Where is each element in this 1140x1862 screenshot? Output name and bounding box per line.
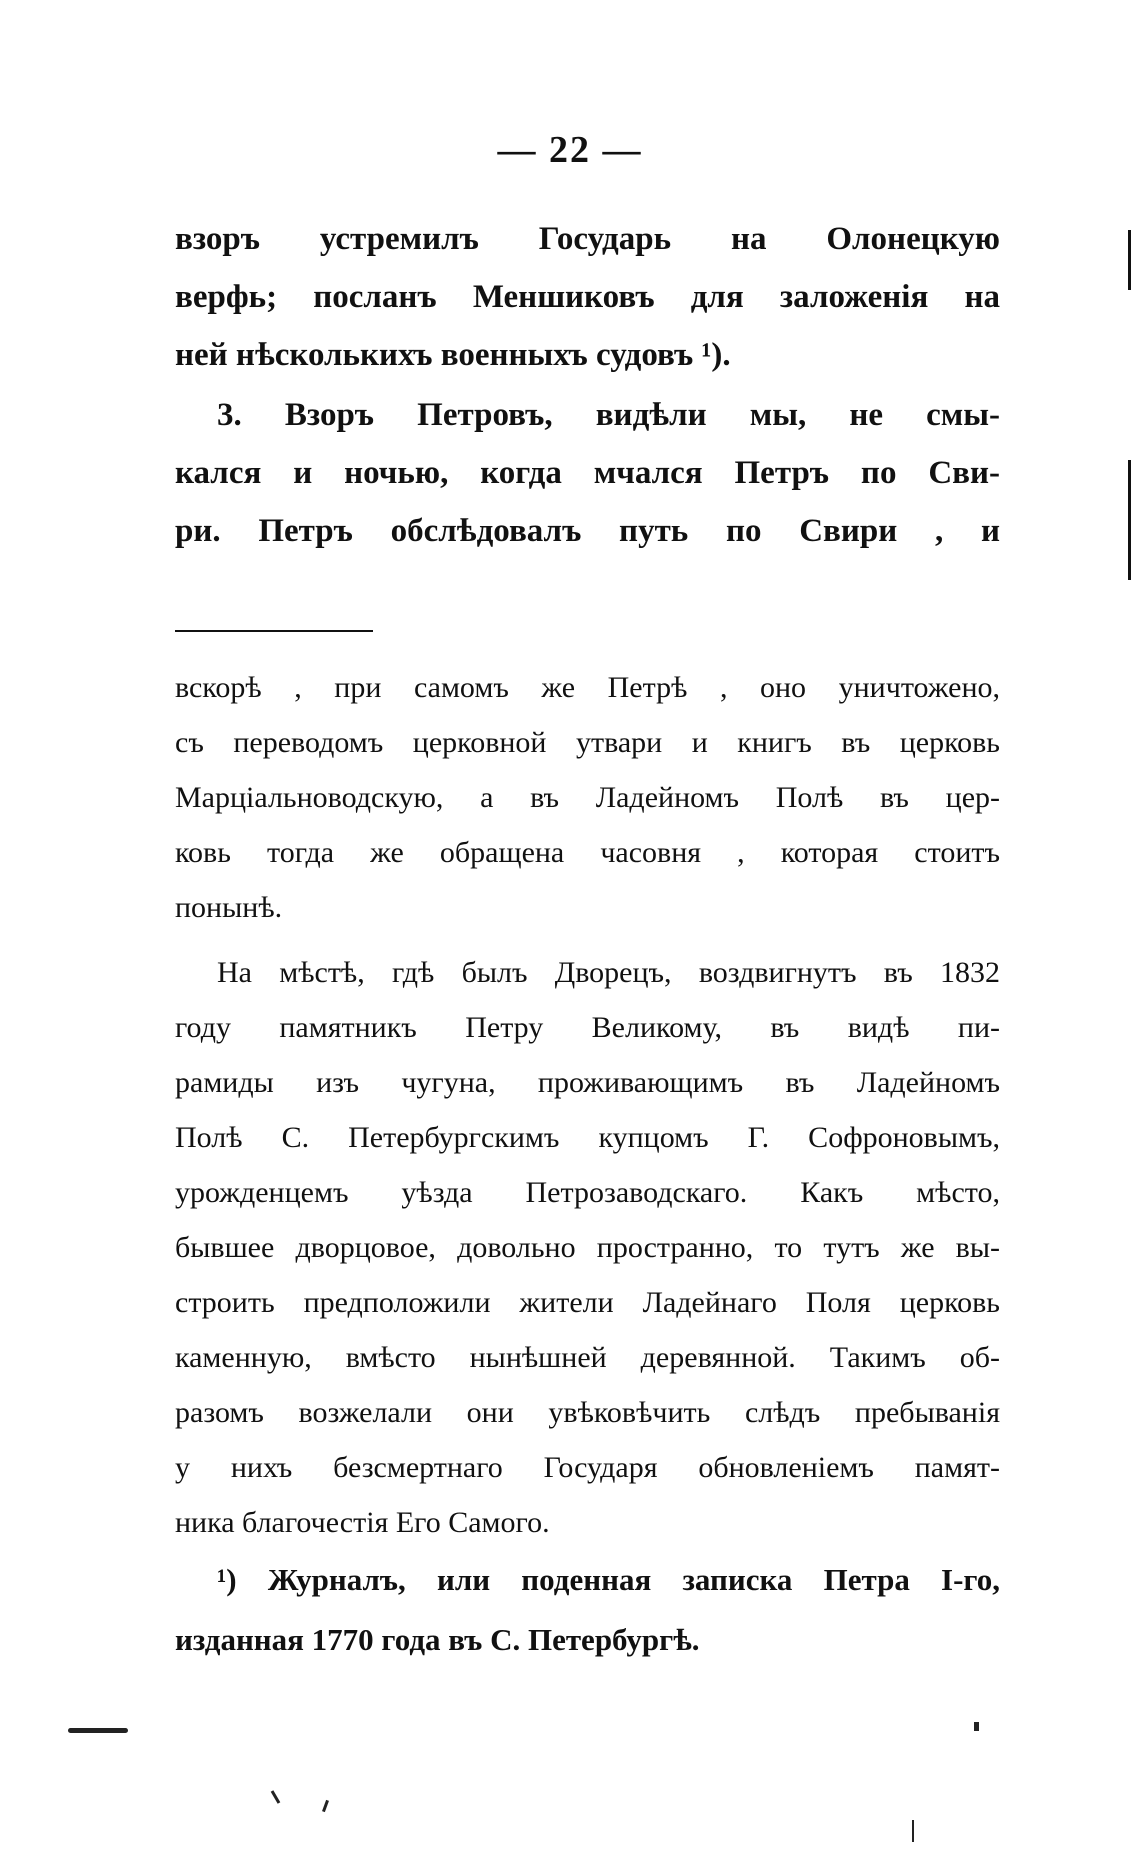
text-line: съ переводомъ церковной утвари и книгъ въ церковь — [175, 726, 1000, 759]
text-line: На мѣстѣ, гдѣ былъ Дворецъ, воздвигнутъ въ 1832 — [217, 956, 1000, 989]
main-text — [175, 210, 1000, 560]
text-line: у нихъ безсмертнаго Государя обновленіемъ памят- — [175, 1451, 1000, 1484]
scan-speck — [912, 1820, 914, 1842]
footnote-line: изданная 1770 года въ С. Петербургѣ. — [175, 1622, 700, 1657]
scan-speck — [271, 1790, 281, 1804]
text-line: верфь; посланъ Меншиковъ для заложенія на — [175, 279, 1000, 315]
text-line: ника благочестія Его Самого. — [175, 1506, 550, 1539]
text-line: ковь тогда же обращена часовня , которая стоитъ — [175, 836, 1000, 869]
text-line: 3. Взоръ Петровъ, видѣли мы, не смы- — [217, 397, 1000, 433]
footnote — [175, 1550, 1000, 1670]
scan-speck — [322, 1800, 329, 1812]
scan-margin-mark — [1128, 460, 1131, 580]
text-line: бывшее дворцовое, довольно пространно, то тутъ же вы- — [175, 1231, 1000, 1264]
text-line: понынѣ. — [175, 891, 283, 924]
footnote-line: ¹) Журналъ, или поденная записка Петра I-го, — [217, 1562, 1000, 1597]
scan-margin-mark — [1128, 230, 1131, 290]
text-line: ней нѣсколькихъ военныхъ судовъ ¹). — [175, 337, 731, 373]
text-line: строить предположили жители Ладейнаго Поля церковь — [175, 1286, 1000, 1319]
text-line: разомъ возжелали они увѣковѣчить слѣдъ пребыванія — [175, 1396, 1000, 1429]
scan-smudge — [68, 1728, 128, 1733]
scan-speck — [974, 1722, 979, 1731]
text-line: кался и ночью, когда мчался Петръ по Сви- — [175, 455, 1000, 491]
paragraph-2 — [175, 386, 1000, 560]
note-text — [175, 660, 1000, 1550]
text-line: ри. Петръ обслѣдовалъ путь по Свири , и — [175, 513, 1000, 549]
text-line: Марціальноводскую, а въ Ладейномъ Полѣ въ цер- — [175, 781, 1000, 814]
paragraph-1 — [175, 210, 1000, 384]
text-line: взоръ устремилъ Государь на Олонецкую — [175, 221, 1000, 257]
note-paragraph-1 — [175, 660, 1000, 935]
note-paragraph-2 — [175, 945, 1000, 1550]
page-number: — 22 — — [497, 129, 643, 171]
text-line: вскорѣ , при самомъ же Петрѣ , оно уничтожено, — [175, 671, 1000, 704]
text-line: рамиды изъ чугуна, проживающимъ въ Ладейномъ — [175, 1066, 1000, 1099]
text-line: урожденцемъ уѣзда Петрозаводскаго. Какъ мѣсто, — [175, 1176, 1000, 1209]
text-line: Полѣ С. Петербургскимъ купцомъ Г. Софроновымъ, — [175, 1121, 1000, 1154]
footnote-divider — [175, 630, 373, 632]
text-line: каменную, вмѣсто нынѣшней деревянной. Такимъ об- — [175, 1341, 1000, 1374]
text-line: году памятникъ Петру Великому, въ видѣ пи- — [175, 1011, 1000, 1044]
